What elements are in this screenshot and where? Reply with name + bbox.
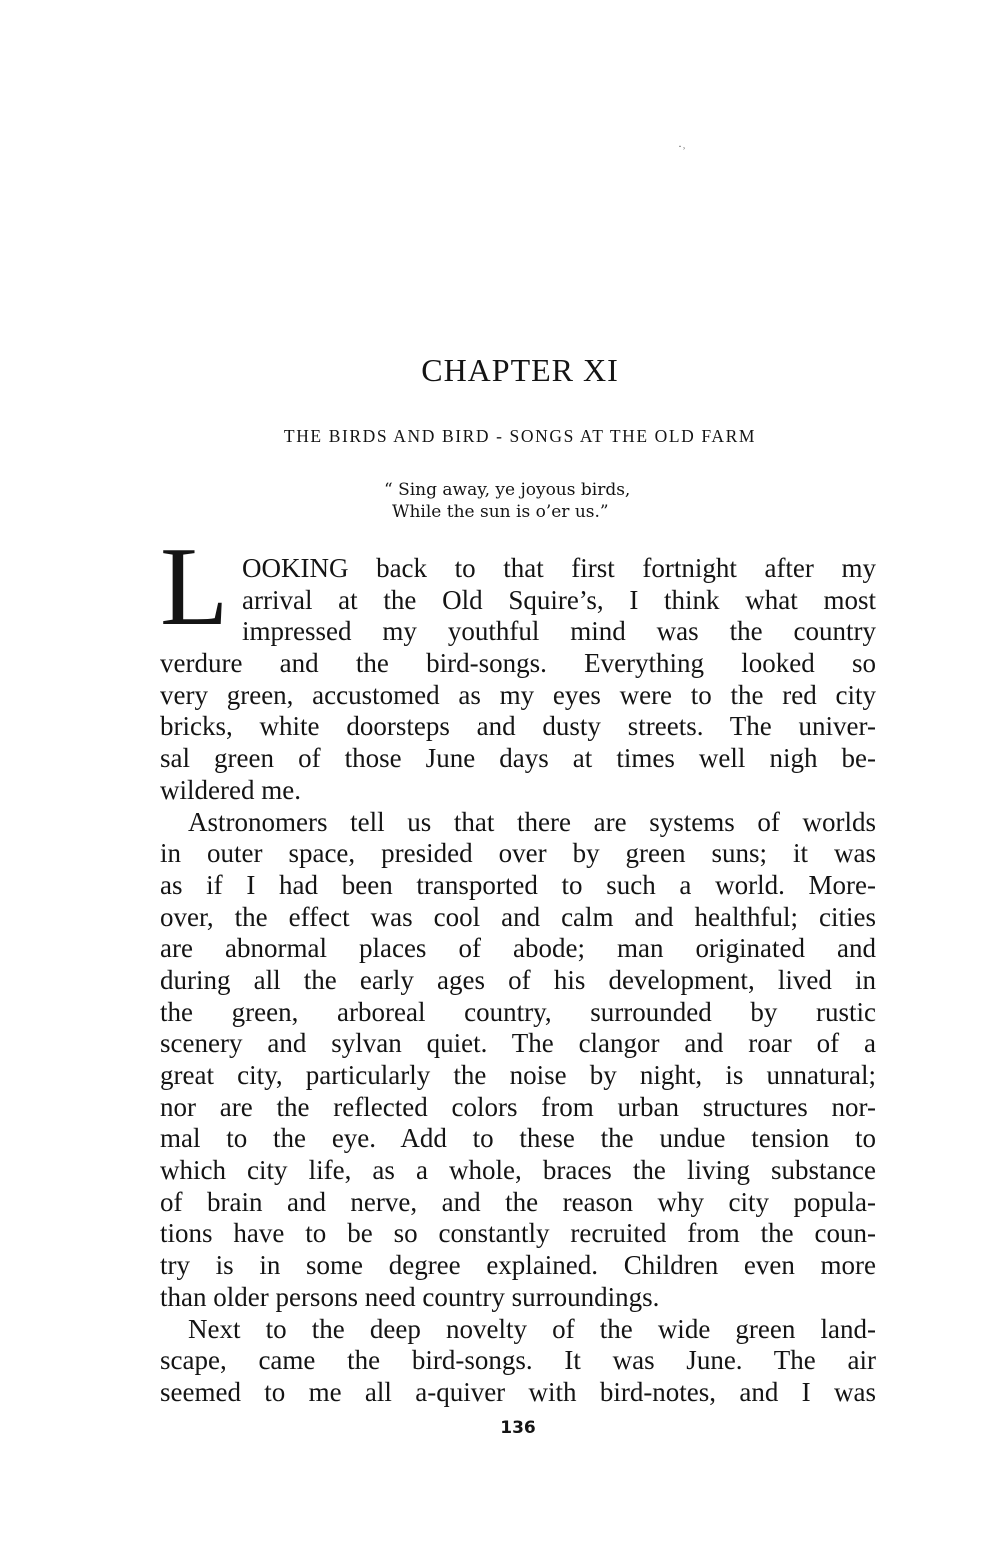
text-line: OOKING back to that first fortnight after my — [242, 553, 876, 583]
text-line: bricks, white doorsteps and dusty streets. The univer- — [160, 711, 876, 742]
text-line: try is in some degree explained. Children even more — [160, 1250, 876, 1281]
text-line: seemed to me all a-quiver with bird-notes, and I was — [160, 1376, 876, 1407]
page-number: 136 — [500, 1418, 536, 1438]
epigraph-line: “ Sing away, ye joyous birds, — [384, 480, 631, 500]
text-line: impressed my youthful mind was the country — [242, 616, 876, 647]
epigraph-line: While the sun is o’er us.” — [392, 502, 609, 522]
text-line: sal green of those June days at times well nigh be- — [160, 743, 876, 774]
text-line: than older persons need country surroundings. — [160, 1281, 660, 1312]
text-line: Next to the deep novelty of the wide green land- — [188, 1313, 876, 1344]
text-line: in outer space, presided over by green suns; it was — [160, 838, 876, 869]
text-line: very green, accustomed as my eyes were to the red city — [160, 679, 876, 710]
text-line: arrival at the Old Squire’s, I think what most — [242, 584, 876, 615]
text-line: during all the early ages of his development, lived in — [160, 964, 876, 995]
text-line: the green, arboreal country, surrounded by rustic — [160, 996, 876, 1027]
text-line: are abnormal places of abode; man originated and — [160, 933, 876, 964]
text-line: of brain and nerve, and the reason why city popula- — [160, 1186, 876, 1217]
text-line: nor are the reflected colors from urban structures nor- — [160, 1091, 876, 1122]
text-line: verdure and the bird-songs. Everything looked so — [160, 648, 876, 679]
body-text — [160, 553, 876, 1409]
text-line: which city life, as a whole, braces the living substance — [160, 1155, 876, 1186]
text-line: great city, particularly the noise by night, is unnatural; — [160, 1060, 876, 1090]
text-line: as if I had been transported to such a world. More- — [160, 869, 876, 900]
text-line: wildered me. — [160, 774, 301, 805]
ink-speck: ·˒ — [678, 139, 686, 153]
text-line: tions have to be so constantly recruited from the coun- — [160, 1218, 876, 1249]
chapter-subtitle: THE BIRDS AND BIRD - SONGS AT THE OLD FARM — [283, 426, 757, 446]
text-line: scenery and sylvan quiet. The clangor and roar of a — [160, 1028, 876, 1059]
text-line: Astronomers tell us that there are systems of worlds — [188, 806, 876, 837]
text-line: mal to the eye. Add to these the undue tension to — [160, 1123, 876, 1154]
epigraph — [384, 479, 714, 523]
text-line: scape, came the bird-songs. It was June. The air — [160, 1345, 876, 1376]
text-line: over, the effect was cool and calm and healthful; cities — [160, 901, 876, 932]
chapter-title: CHAPTER XI — [421, 352, 619, 388]
drop-cap: L — [160, 525, 229, 649]
